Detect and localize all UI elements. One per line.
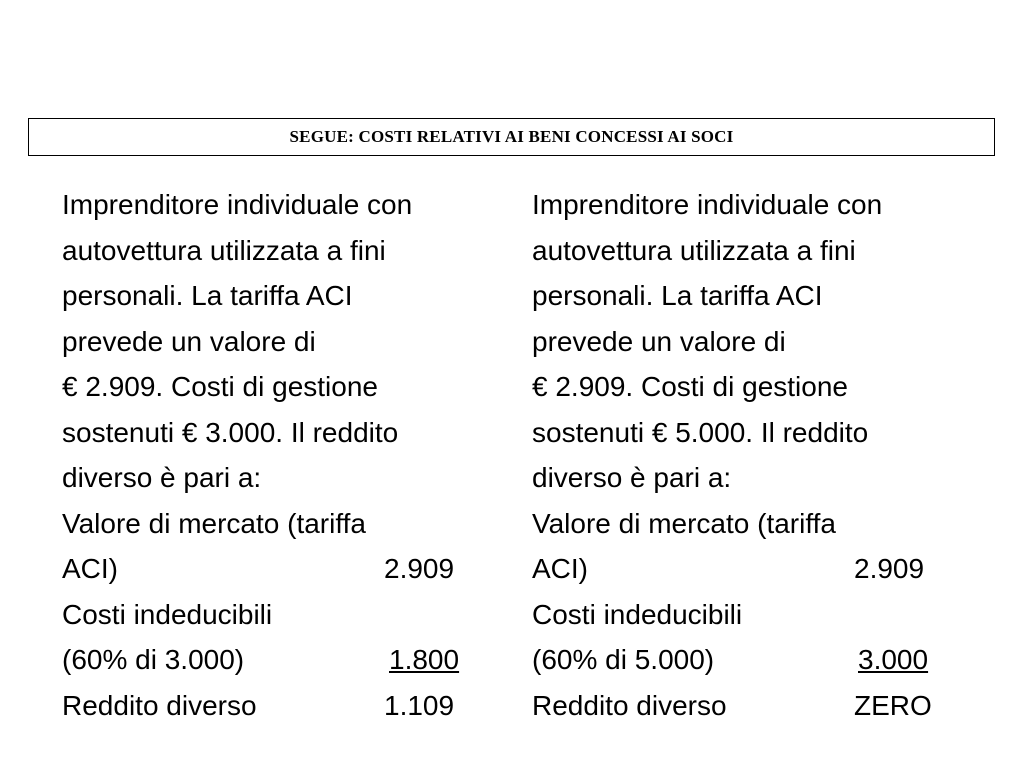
left-costs-row <box>62 637 502 683</box>
right-market-value: 2.909 <box>854 553 925 584</box>
right-income-label: Reddito diverso <box>532 689 727 721</box>
left-income-row <box>62 683 502 729</box>
right-costs-value: 3.000 <box>858 644 929 675</box>
left-intro-line: € 2.909. Costi di gestione <box>62 371 378 402</box>
right-income-value: ZERO <box>854 689 932 721</box>
left-column <box>62 182 502 728</box>
left-intro-line: Imprenditore individuale con <box>62 189 413 220</box>
slide-title: SEGUE: COSTI RELATIVI AI BENI CONCESSI AI SOCI <box>289 127 734 146</box>
right-intro-line: € 2.909. Costi di gestione <box>532 371 848 402</box>
right-intro-line: Imprenditore individuale con <box>532 189 883 220</box>
right-market-label: ACI) <box>532 553 588 584</box>
left-intro-line: prevede un valore di <box>62 325 316 357</box>
left-market-label: ACI) <box>62 553 118 584</box>
right-column <box>532 182 972 728</box>
left-intro-line: autovettura utilizzata a fini <box>62 234 386 266</box>
left-intro-line: personali. La tariffa ACI <box>62 280 353 311</box>
left-market-row <box>62 546 502 592</box>
right-intro-line: autovettura utilizzata a fini <box>532 234 856 266</box>
left-costs-value: 1.800 <box>389 644 460 675</box>
right-intro-line: prevede un valore di <box>532 325 786 357</box>
right-intro-line: diverso è pari a: <box>532 462 732 493</box>
right-intro-line: sostenuti € 5.000. Il reddito <box>532 416 869 448</box>
left-costs-label: Costi indeducibili <box>62 598 273 630</box>
right-market-row <box>532 546 972 592</box>
left-intro-line: Valore di mercato (tariffa <box>62 507 366 539</box>
right-costs-label: Costi indeducibili <box>532 598 743 630</box>
right-income-row <box>532 683 972 729</box>
left-intro-line: diverso è pari a: <box>62 462 262 493</box>
right-intro-line: Valore di mercato (tariffa <box>532 507 836 539</box>
left-market-value: 2.909 <box>384 553 455 584</box>
left-income-value: 1.109 <box>384 689 455 721</box>
right-costs-row <box>532 637 972 683</box>
left-costs-detail: (60% di 3.000) <box>62 644 245 675</box>
right-costs-detail: (60% di 5.000) <box>532 644 715 675</box>
title-box <box>28 118 995 156</box>
left-income-label: Reddito diverso <box>62 689 257 721</box>
left-intro-line: sostenuti € 3.000. Il reddito <box>62 416 399 448</box>
right-intro-line: personali. La tariffa ACI <box>532 280 823 311</box>
